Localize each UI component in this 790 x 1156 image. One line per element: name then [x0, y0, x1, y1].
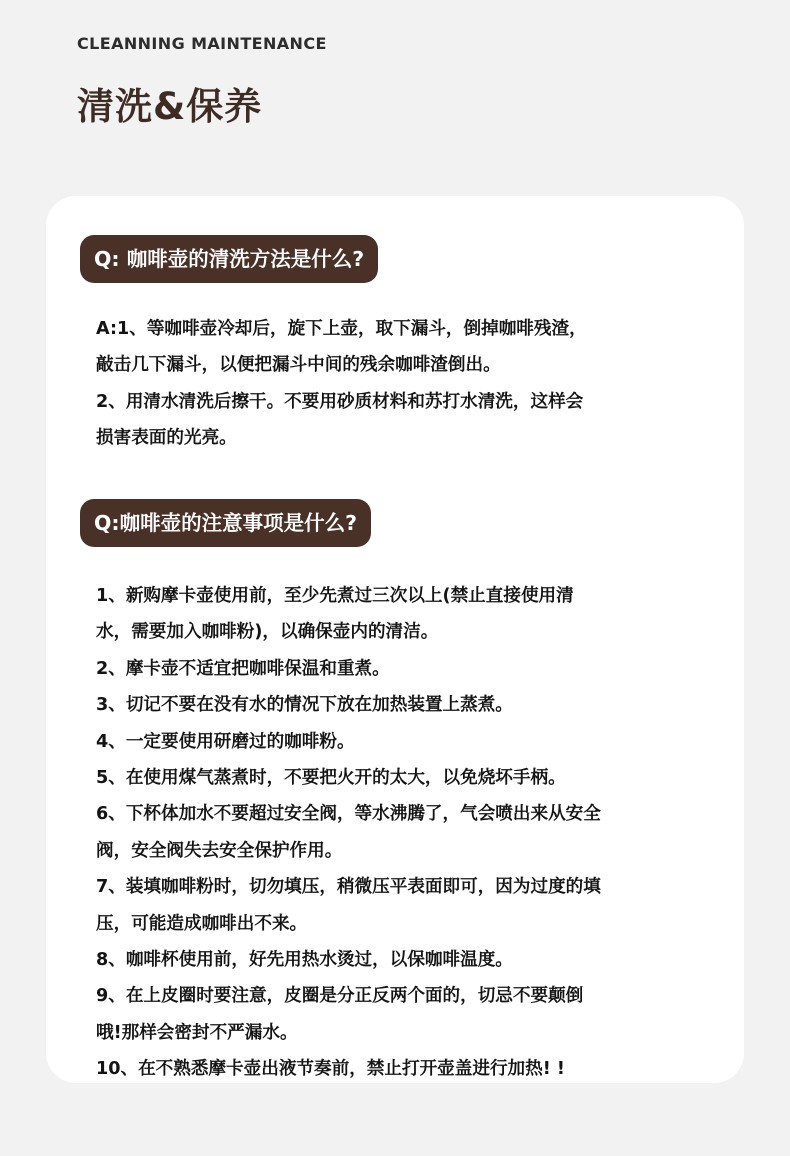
answer-line: 9、在上皮圈时要注意，皮圈是分正反两个面的，切忌不要颠倒	[96, 986, 584, 1007]
answer-line: 敲击几下漏斗，以便把漏斗中间的残余咖啡渣倒出。	[96, 355, 501, 376]
answer-precautions	[96, 578, 706, 1088]
answer-line: 3、切记不要在没有水的情况下放在加热装置上蒸煮。	[96, 695, 513, 716]
answer-line: 1、新购摩卡壶使用前，至少先煮过三次以上(禁止直接使用清	[96, 586, 574, 606]
answer-line: 8、咖啡杯使用前，好先用热水烫过，以保咖啡温度。	[96, 950, 513, 971]
page-title: 清洗&保养	[77, 85, 263, 128]
answer-line: 7、装填咖啡粉时，切勿填压，稍微压平表面即可，因为过度的填	[96, 877, 601, 898]
answer-line: 6、下杯体加水不要超过安全阀，等水沸腾了，气会喷出来从安全	[96, 804, 601, 825]
answer-line: A:1、等咖啡壶冷却后，旋下上壶，取下漏斗，倒掉咖啡残渣，	[96, 319, 587, 339]
question-badge-precautions: Q:咖啡壶的注意事项是什么?	[80, 499, 371, 547]
answer-line: 2、摩卡壶不适宜把咖啡保温和重煮。	[96, 658, 390, 679]
answer-line: 哦!那样会密封不严漏水。	[96, 1022, 298, 1043]
answer-line: 损害表面的光亮。	[96, 428, 237, 449]
section-eyebrow: CLEANNING MAINTENANCE	[77, 34, 327, 53]
answer-cleaning	[96, 311, 706, 457]
answer-line: 水，需要加入咖啡粉)，以确保壶内的清洁。	[96, 622, 439, 643]
answer-line: 10、在不熟悉摩卡壶出液节奏前，禁止打开壶盖进行加热! !	[96, 1059, 565, 1080]
answer-line: 阀，安全阀失去安全保护作用。	[96, 840, 343, 861]
question-badge-cleaning: Q: 咖啡壶的清洗方法是什么?	[80, 235, 378, 283]
answer-line: 4、一定要使用研磨过的咖啡粉。	[96, 731, 355, 752]
answer-line: 5、在使用煤气蒸煮时，不要把火开的太大，以免烧坏手柄。	[96, 768, 566, 789]
answer-line: 压，可能造成咖啡出不来。	[96, 913, 308, 934]
faq-card	[46, 196, 744, 1083]
answer-line: 2、用清水清洗后擦干。不要用砂质材料和苏打水清洗，这样会	[96, 391, 584, 412]
